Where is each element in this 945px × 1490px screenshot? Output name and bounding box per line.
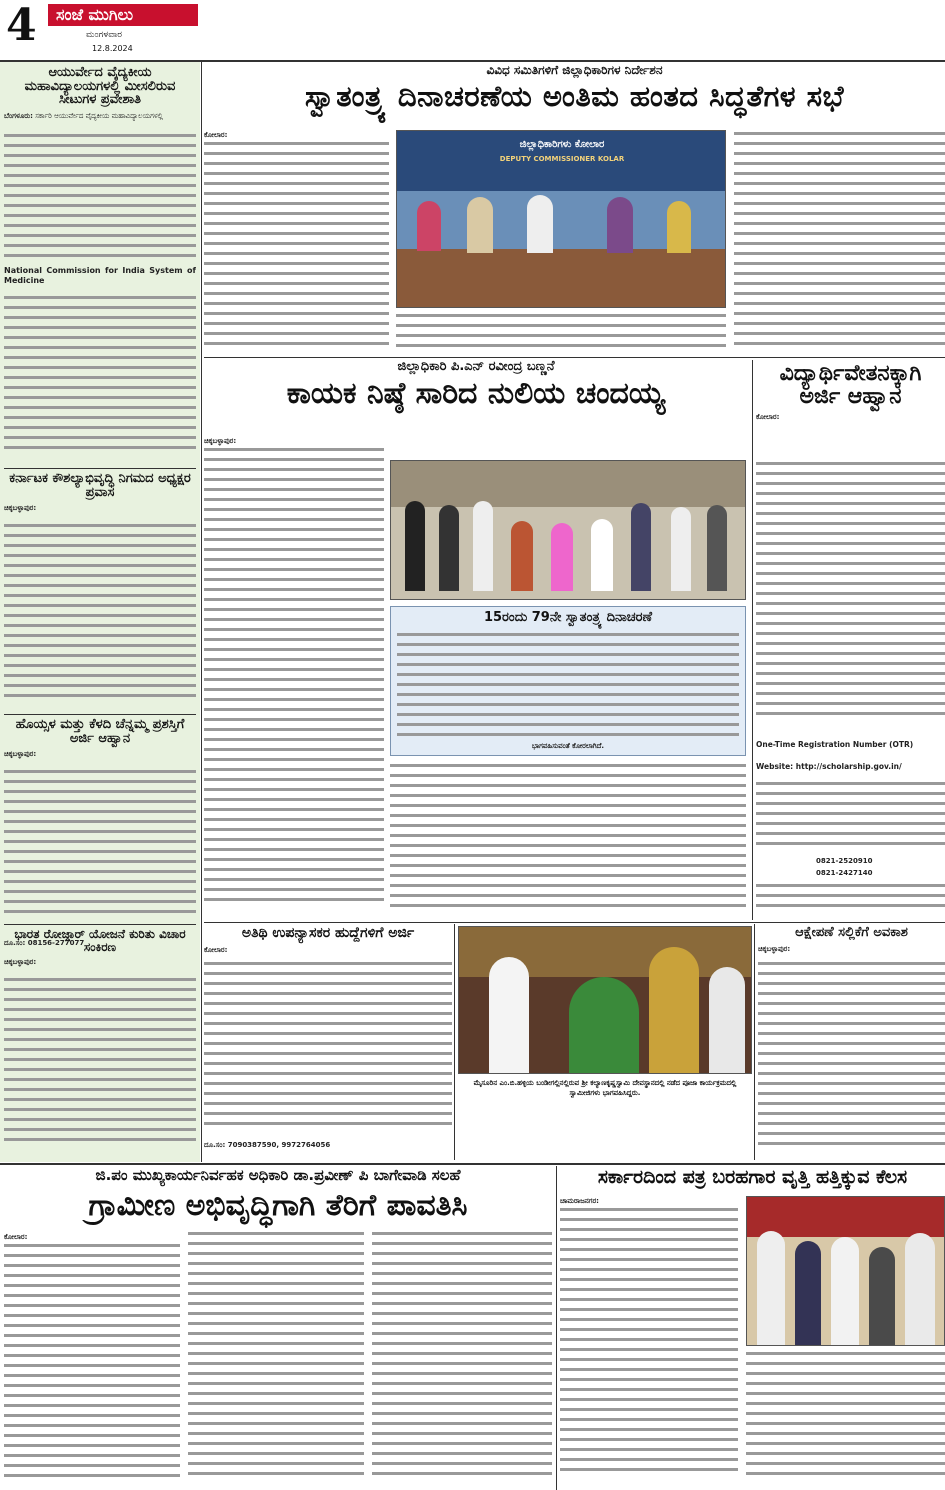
lead: ಸರ್ಕಾರಿ ಆಯುರ್ವೇದ ವೈದ್ಯಕೀಯ ಮಹಾವಿದ್ಯಾಲಯಗಳಲ್ಲಿ	[35, 111, 163, 120]
text-lines	[4, 296, 196, 456]
text-lines	[756, 782, 945, 852]
dateline: ಕೋಲಾರ:	[204, 945, 228, 954]
text-lines	[204, 142, 389, 352]
headline: ಹೊಯ್ಸಳ ಮತ್ತು ಕೆಳದಿ ಚೆನ್ನಮ್ಮ ಪ್ರಶಸ್ತಿಗೆ ಅರ್ಜಿ ಆಹ್ವಾನ	[15, 718, 185, 746]
kicker: ಜಿ.ಪಂ ಮುಖ್ಯಕಾರ್ಯನಿರ್ವಹಕ ಅಧಿಕಾರಿ ಡಾ.ಪ್ರವೀಣ್ ಪಿ ಬಾಗೇವಾಡಿ ಸಲಹೆ	[95, 1168, 461, 1184]
dateline: ಚಿಕ್ಕಬಳ್ಳಾಪುರ:	[4, 958, 37, 967]
phone: ದೂ.ಸಂ: 7090387590, 9972764056	[204, 1141, 331, 1149]
col3	[372, 1232, 552, 1490]
article-hoysala-award	[4, 718, 196, 958]
kicker: ವಿವಿಧ ಸಮಿತಿಗಳಿಗೆ ಜಿಲ್ಲಾಧಿಕಾರಿಗಳ ನಿರ್ದೇಶನ	[486, 64, 663, 77]
text-lines	[734, 132, 945, 352]
dateline: ಚಿಕ್ಕಬಳ್ಳಾಪುರ:	[758, 944, 791, 953]
headline: ಅತಿಥಿ ಉಪನ್ಯಾಸಕರ ಹುದ್ದೆಗಳಿಗೆ ಅರ್ಜಿ	[241, 926, 415, 941]
page-number: 4	[6, 0, 37, 51]
text-lines	[756, 462, 945, 722]
ncism-term: National Commission for India System of Medicine	[4, 266, 196, 285]
headline: ಕಾಯಕ ನಿಷ್ಠೆ ಸಾರಿದ ನುಲಿಯ ಚಂದಯ್ಯ	[286, 375, 666, 411]
col3	[734, 130, 945, 354]
headline: ಕರ್ನಾಟಕ ಕೌಶಲ್ಯಾಭಿವೃದ್ಧಿ ನಿಗಮದ ಅಧ್ಯಕ್ಷರ ಪ್ರವಾಸ	[9, 472, 191, 500]
headline: ವಿದ್ಯಾರ್ಥಿವೇತನಕ್ಕಾಗಿ ಅರ್ಜಿ ಆಹ್ವಾನ	[779, 362, 922, 410]
text-lines	[756, 884, 945, 914]
otr-number: One-Time Registration Number (OTR)	[756, 740, 914, 749]
temple-caption	[458, 1078, 752, 1160]
text-lines	[4, 978, 196, 1148]
dateline: ಬೆಂಗಳೂರು:	[4, 111, 33, 120]
dateline: ಕೋಲಾರ:	[756, 413, 780, 422]
text-lines	[397, 633, 739, 743]
meeting-photo	[396, 130, 726, 308]
text-lines	[4, 134, 196, 264]
article-skill-dev	[4, 472, 196, 712]
left-column	[0, 62, 200, 1162]
photo-sign-en: DEPUTY COMMISSIONER KOLAR	[499, 155, 625, 163]
guest-lecturer-article	[204, 926, 452, 1160]
date: 12.8.2024	[92, 44, 133, 53]
ceremony-photo	[746, 1196, 945, 1346]
phone: ದೂ.ಸಂ: 08156-277077	[4, 939, 85, 947]
dateline: ಕೋಲಾರ:	[204, 131, 228, 139]
objection-article	[758, 926, 945, 1160]
article-ayurveda	[4, 66, 196, 466]
col1	[204, 130, 389, 354]
box-highlight: ಭಾಗವಹಿಸುವಂತೆ ಕೋರಲಾಗಿದೆ.	[531, 742, 605, 750]
text-lines	[204, 962, 452, 1132]
independence-day-box	[390, 606, 746, 756]
headline: ಸ್ವಾತಂತ್ರ್ಯ ದಿನಾಚರಣೆಯ ಅಂತಿಮ ಹಂತದ ಸಿದ್ಧತೆಗಳ ಸಭೆ	[304, 78, 844, 113]
article-rozgar	[4, 928, 196, 1158]
temple-photo	[458, 926, 752, 1074]
body	[4, 111, 196, 121]
col2	[188, 1232, 364, 1490]
logo: ಸಂಜೆ ಮುಗಿಲು	[48, 4, 198, 26]
headline: ಆಕ್ಷೇಪಣೆ ಸಲ್ಲಿಕೆಗೆ ಅವಕಾಶ	[795, 926, 908, 940]
mid-story	[204, 360, 748, 920]
text-lines	[758, 962, 945, 1152]
website: Website: http://scholarship.gov.in/	[756, 762, 902, 771]
dateline: ಚಿಕ್ಕಬಳ್ಳಾಪುರ:	[204, 437, 237, 445]
dateline: ಚಿಕ್ಕಬಳ್ಳಾಪುರ:	[4, 504, 37, 513]
photo-col-text	[396, 312, 726, 354]
dateline: ಕೋಲಾರ:	[4, 1233, 28, 1241]
dateline: ಚಾಮರಾಜನಗರ:	[560, 1197, 599, 1205]
dateline: ಚಿಕ್ಕಬಳ್ಳಾಪುರ:	[4, 750, 37, 759]
phone1: 0821-2520910	[816, 857, 873, 865]
box-title: 15ರಂದು 79ನೇ ಸ್ವಾತಂತ್ರ್ಯ ದಿನಾಚರಣೆ	[483, 610, 653, 625]
headline: ಸರ್ಕಾರದಿಂದ ಪತ್ರ ಬರಹಗಾರ ವೃತ್ತಿ ಹತ್ತಿಕ್ಕುವ ಕೆಲಸ	[597, 1168, 908, 1188]
text-lines	[4, 770, 196, 920]
photo-sign: ಜಿಲ್ಲಾಧಿಕಾರಿಗಳು ಕೋಲಾರ	[519, 139, 605, 150]
day: ಮಂಗಳವಾರ	[86, 30, 123, 40]
col1	[204, 436, 384, 920]
headline: ಭಾರತ ರೋಜ್ಗಾರ್ ಯೋಜನೆ ಕುರಿತು ವಿಚಾರ ಸಂಕಿರಣ	[14, 928, 186, 954]
col1	[4, 1244, 180, 1490]
top-story	[204, 64, 945, 354]
text-lines	[204, 448, 384, 908]
photo-caption: ಮೈಸೂರಿನ ಎಂ.ಬಿ.ಹಳ್ಳಿಯ ಬಂಡೀಗಲ್ಲಿನಲ್ಲಿರುವ ಶ್ರೀ ಕಲ್ಯಾಣಕೃಷ್ಣಸ್ವಾಮಿ ದೇವಸ್ಥಾನದಲ್ಲಿ ನಡೆದ ಪೂಜಾ ಕಾರ್ಯಕ್ರಮದಲ್ಲಿ ಸ್ವಾಮೀಜಿಗಳು ಭಾಗವಹಿಸಿದ್ದರು.	[473, 1079, 737, 1097]
bottom-story	[4, 1168, 552, 1490]
kicker: ಜಿಲ್ಲಾಧಿಕಾರಿ ಪಿ.ಎನ್ ರವೀಂದ್ರ ಬಣ್ಣನೆ	[397, 360, 555, 374]
group-photo	[390, 460, 746, 600]
scholarship-article	[756, 362, 945, 922]
letter-writer-article	[560, 1168, 945, 1490]
text-lines	[390, 764, 746, 914]
masthead	[0, 0, 200, 60]
headline: ಆಯುರ್ವೇದ ವೈದ್ಯಕೀಯ ಮಹಾವಿದ್ಯಾಲಯಗಳಲ್ಲಿ ಮೀಸಲಿರುವ ಸೀಟುಗಳ ಪ್ರವೇಶಾತಿ	[24, 66, 176, 108]
phone2: 0821-2427140	[816, 869, 873, 877]
col1	[560, 1196, 738, 1490]
text-lines	[4, 524, 196, 704]
col-lower	[390, 762, 746, 920]
col2-lower	[746, 1352, 945, 1490]
headline: ಗ್ರಾಮೀಣ ಅಭಿವೃದ್ಧಿಗಾಗಿ ತೆರಿಗೆ ಪಾವತಿಸಿ	[88, 1187, 468, 1223]
